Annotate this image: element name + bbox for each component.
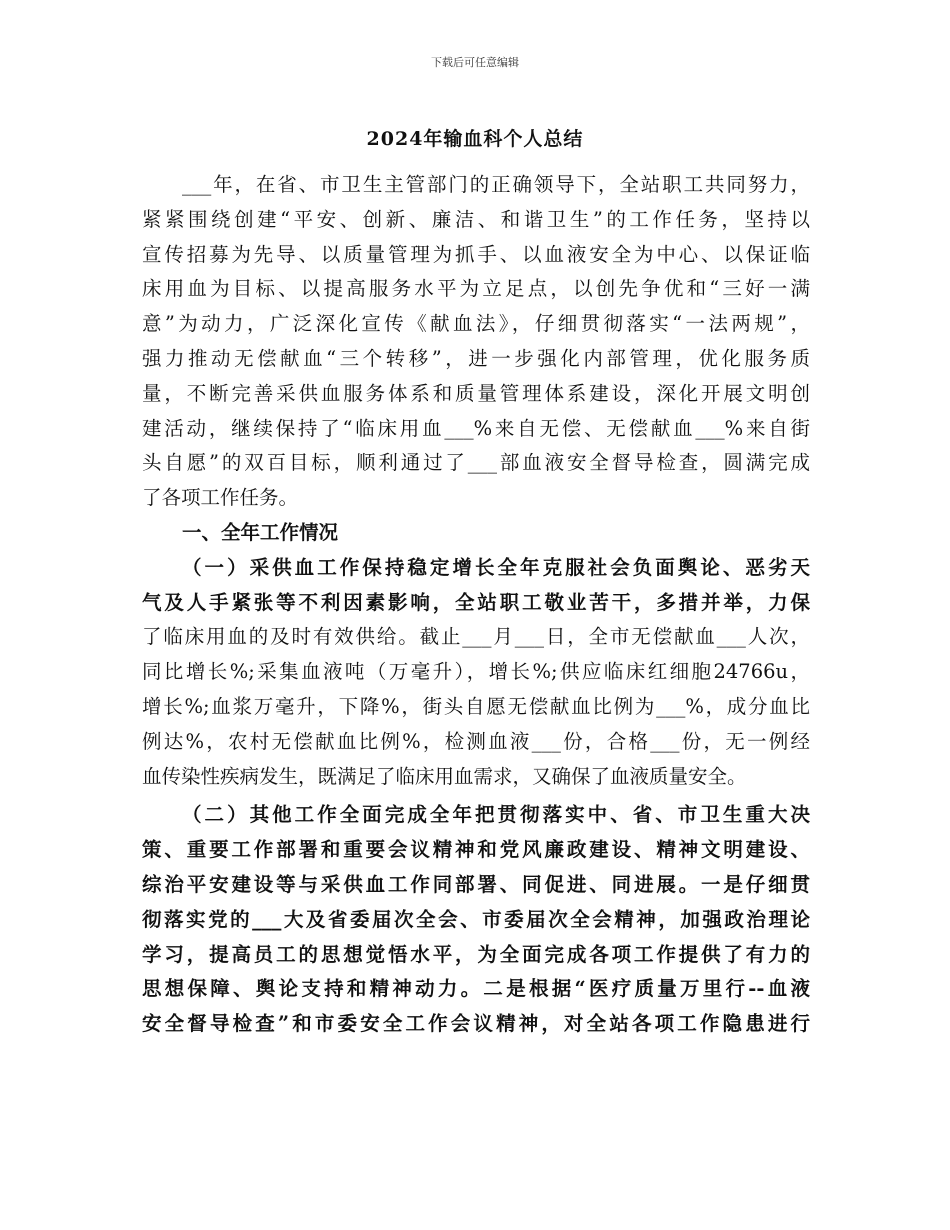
- text-line: 了临床用血的及时有效供给。截止___月___日，全市无偿献血___人次，: [142, 625, 810, 649]
- text-line: 学习，提高员工的思想觉悟水平，为全面完成各项工作提供了有力的: [142, 942, 810, 966]
- text-line: （一）采供血工作保持稳定增长全年克服社会负面舆论、恶劣天: [182, 555, 810, 579]
- text-line: 建活动，继续保持了“临床用血___%来自无偿、无偿献血___%来自街: [142, 416, 810, 440]
- text-line: 策、重要工作部署和重要会议精神和党风廉政建设、精神文明建设、: [142, 838, 810, 862]
- section-heading: [142, 516, 810, 551]
- text-line: 思想保障、舆论支持和精神动力。二是根据“医疗质量万里行--血液: [142, 977, 810, 1001]
- text-line: 紧紧围绕创建“平安、创新、廉洁、和谐卫生”的工作任务，坚持以: [142, 207, 810, 231]
- text-line: 床用血为目标、以提高服务水平为立足点，以创先争优和“三好一满: [142, 277, 810, 301]
- text-line: 血传染性疾病发生，既满足了临床用血需求，又确保了血液质量安全。: [142, 764, 747, 788]
- text-line: 量，不断完善采供血服务体系和质量管理体系建设，深化开展文明创: [142, 381, 810, 405]
- text-line: 强力推动无偿献血“三个转移”，进一步强化内部管理，优化服务质: [142, 346, 810, 370]
- text-line: 意”为动力，广泛深化宣传《献血法》，仔细贯彻落实“一法两规”，: [142, 312, 810, 336]
- text-line: 同比增长%;采集血液吨（万毫升），增长%;供应临床红细胞24766u，: [142, 660, 810, 684]
- section-heading-text: 一、全年工作情况: [182, 520, 339, 544]
- text-line: 安全督导检查”和市委安全工作会议精神，对全站各项工作隐患进行: [142, 1012, 810, 1036]
- text-line: 彻落实党的___大及省委届次全会、市委届次全会精神，加强政治理论: [142, 907, 810, 931]
- paragraph-subsection-1: [142, 551, 810, 795]
- text-line: 增长%;血浆万毫升，下降%，街头自愿无偿献血比例为___%，成分血比: [142, 694, 810, 718]
- text-line: 宣传招募为先导、以质量管理为抓手、以血液安全为中心、以保证临: [142, 242, 810, 266]
- text-line: 综治平安建设等与采供血工作同部署、同促进、同进展。一是仔细贯: [142, 872, 810, 896]
- text-line: （二）其他工作全面完成全年把贯彻落实中、省、市卫生重大决: [182, 803, 810, 827]
- header-note: 下载后可任意编辑: [431, 56, 519, 69]
- paragraph-intro: [142, 168, 810, 516]
- text-line: 头自愿”的双百目标，顺利通过了___部血液安全督导检查，圆满完成: [142, 451, 810, 475]
- text-line: ___年，在省、市卫生主管部门的正确领导下，全站职工共同努力，: [182, 173, 810, 196]
- paragraph-subsection-2: [142, 798, 810, 1042]
- document-body: [142, 168, 810, 1042]
- text-line: 气及人手紧张等不利因素影响，全站职工敬业苦干，多措并举，力保: [142, 590, 810, 614]
- document-title: 2024年输血科个人总结: [366, 128, 584, 150]
- text-line: 例达%，农村无偿献血比例%，检测血液___份，合格___份，无一例经: [142, 729, 810, 753]
- text-line: 了各项工作任务。: [142, 486, 299, 510]
